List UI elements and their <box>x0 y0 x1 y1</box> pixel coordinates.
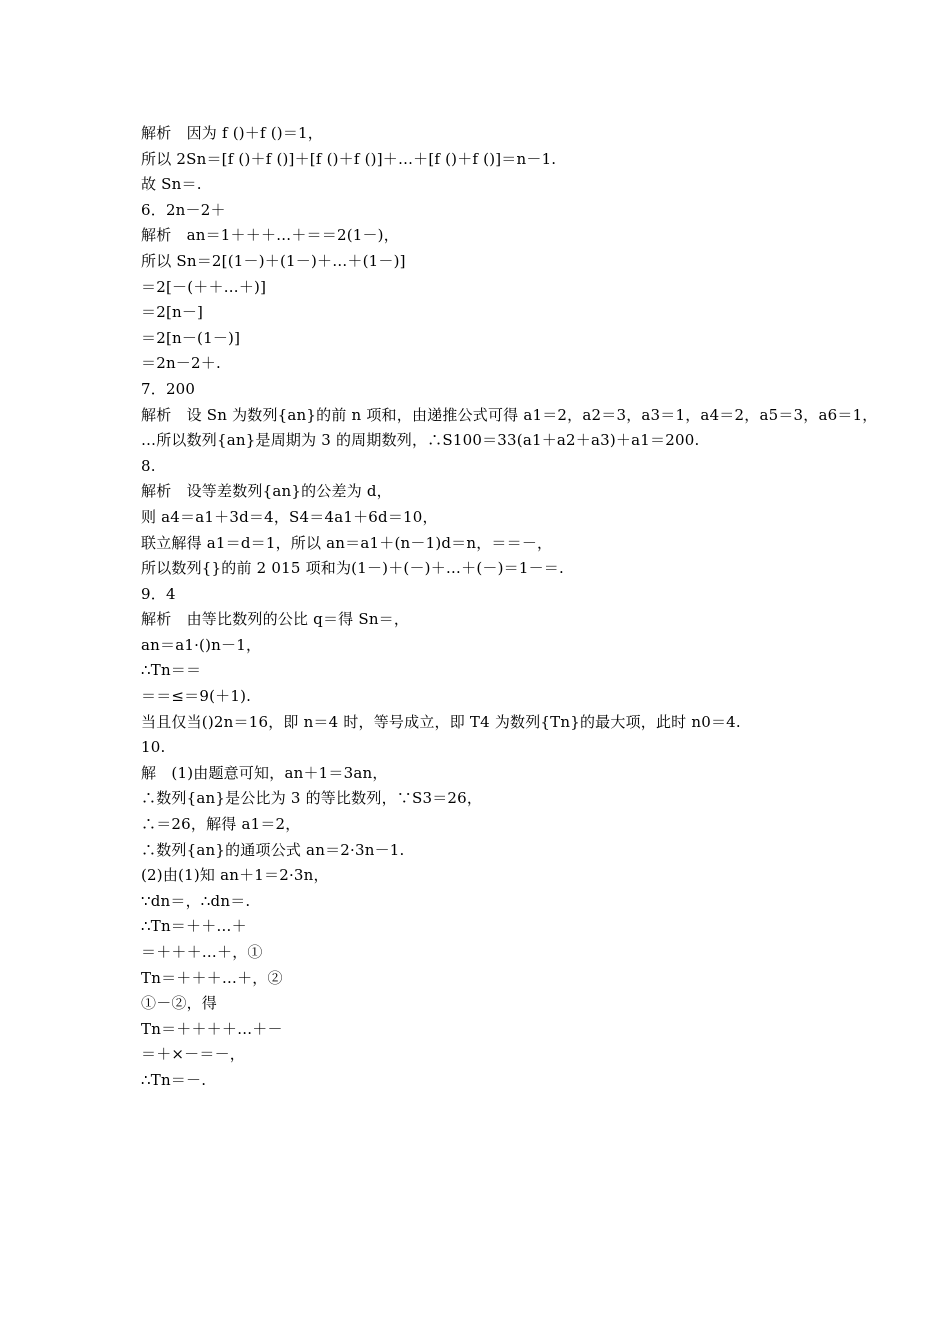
text-line: ＝2[n－(1－)] <box>141 328 241 347</box>
text-line: 所以 2Sn＝[f ()＋f ()]＋[f ()＋f ()]＋…＋[f ()＋f ()]＝n－1. <box>141 149 557 168</box>
text-line: 解析 设 Sn 为数列{an}的前 n 项和，由递推公式可得 a1＝2，a2＝3，a3＝1，a4＝2，a5＝3，a6＝1， <box>141 405 878 424</box>
text-line: 联立解得 a1＝d＝1，所以 an＝a1＋(n－1)d＝n，＝＝－， <box>141 533 553 552</box>
text-line: ＝＋×－＝－， <box>141 1045 245 1064</box>
text-line: an＝a1·()n－1， <box>141 635 262 654</box>
text-line: 6．2n－2＋ <box>141 200 226 219</box>
text-line: 8. <box>141 456 156 475</box>
text-line: ∴Tn＝＝ <box>141 661 202 680</box>
text-line: ＝2[－(＋＋…＋)] <box>141 277 267 296</box>
text-line: 9．4 <box>141 584 176 603</box>
text-line: 则 a4＝a1＋3d＝4，S4＝4a1＋6d＝10， <box>141 507 438 526</box>
text-line: ＝＝≤＝9(＋1). <box>141 687 252 706</box>
text-line: Tn＝＋＋＋…＋，② <box>141 968 283 987</box>
text-line: 所以 Sn＝2[(1－)＋(1－)＋…＋(1－)] <box>141 251 406 270</box>
text-line: ∴数列{an}的通项公式 an＝2·3n－1. <box>141 840 405 859</box>
text-line: …所以数列{an}是周期为 3 的周期数列，∴S100＝33(a1＋a2＋a3)＋a1＝200. <box>141 431 700 450</box>
text-line: 解析 由等比数列的公比 q＝得 Sn＝， <box>141 610 410 629</box>
text-line: Tn＝＋＋＋＋…＋－ <box>141 1019 283 1038</box>
text-line: 解 (1)由题意可知，an＋1＝3an， <box>141 763 388 782</box>
text-line: 解析 an＝1＋＋＋…＋＝＝2(1－)， <box>141 226 399 245</box>
text-line: ＝2[n－] <box>141 303 204 322</box>
text-line: ＝2n－2＋. <box>141 354 221 373</box>
solution-text <box>141 121 878 1094</box>
text-line: ∴数列{an}是公比为 3 的等比数列，∵S3＝26， <box>141 789 483 808</box>
text-line: ∴Tn＝－. <box>141 1070 207 1089</box>
text-line: ＝＋＋＋…＋，① <box>141 943 263 961</box>
text-line: 故 Sn＝. <box>141 175 202 194</box>
text-line: 10. <box>141 738 166 757</box>
text-line: ①－②，得 <box>141 994 218 1013</box>
text-line: ∴Tn＝＋＋…＋ <box>141 917 247 936</box>
text-line: 所以数列{}的前 2 015 项和为(1－)＋(－)＋…＋(－)＝1－＝. <box>141 559 564 578</box>
text-line: ∵dn＝，∴dn＝. <box>141 891 251 910</box>
text-line: 解析 设等差数列{an}的公差为 d， <box>141 482 392 501</box>
text-line: (2)由(1)知 an＋1＝2·3n， <box>141 866 329 885</box>
text-line: 当且仅当()2n＝16，即 n＝4 时，等号成立，即 T4 为数列{Tn}的最大项，此时 n0＝4. <box>141 712 741 731</box>
text-line: ∴＝26，解得 a1＝2， <box>141 815 301 834</box>
text-line: 解析 因为 f ()＋f ()＝1， <box>141 124 323 142</box>
text-line: 7．200 <box>141 379 196 398</box>
